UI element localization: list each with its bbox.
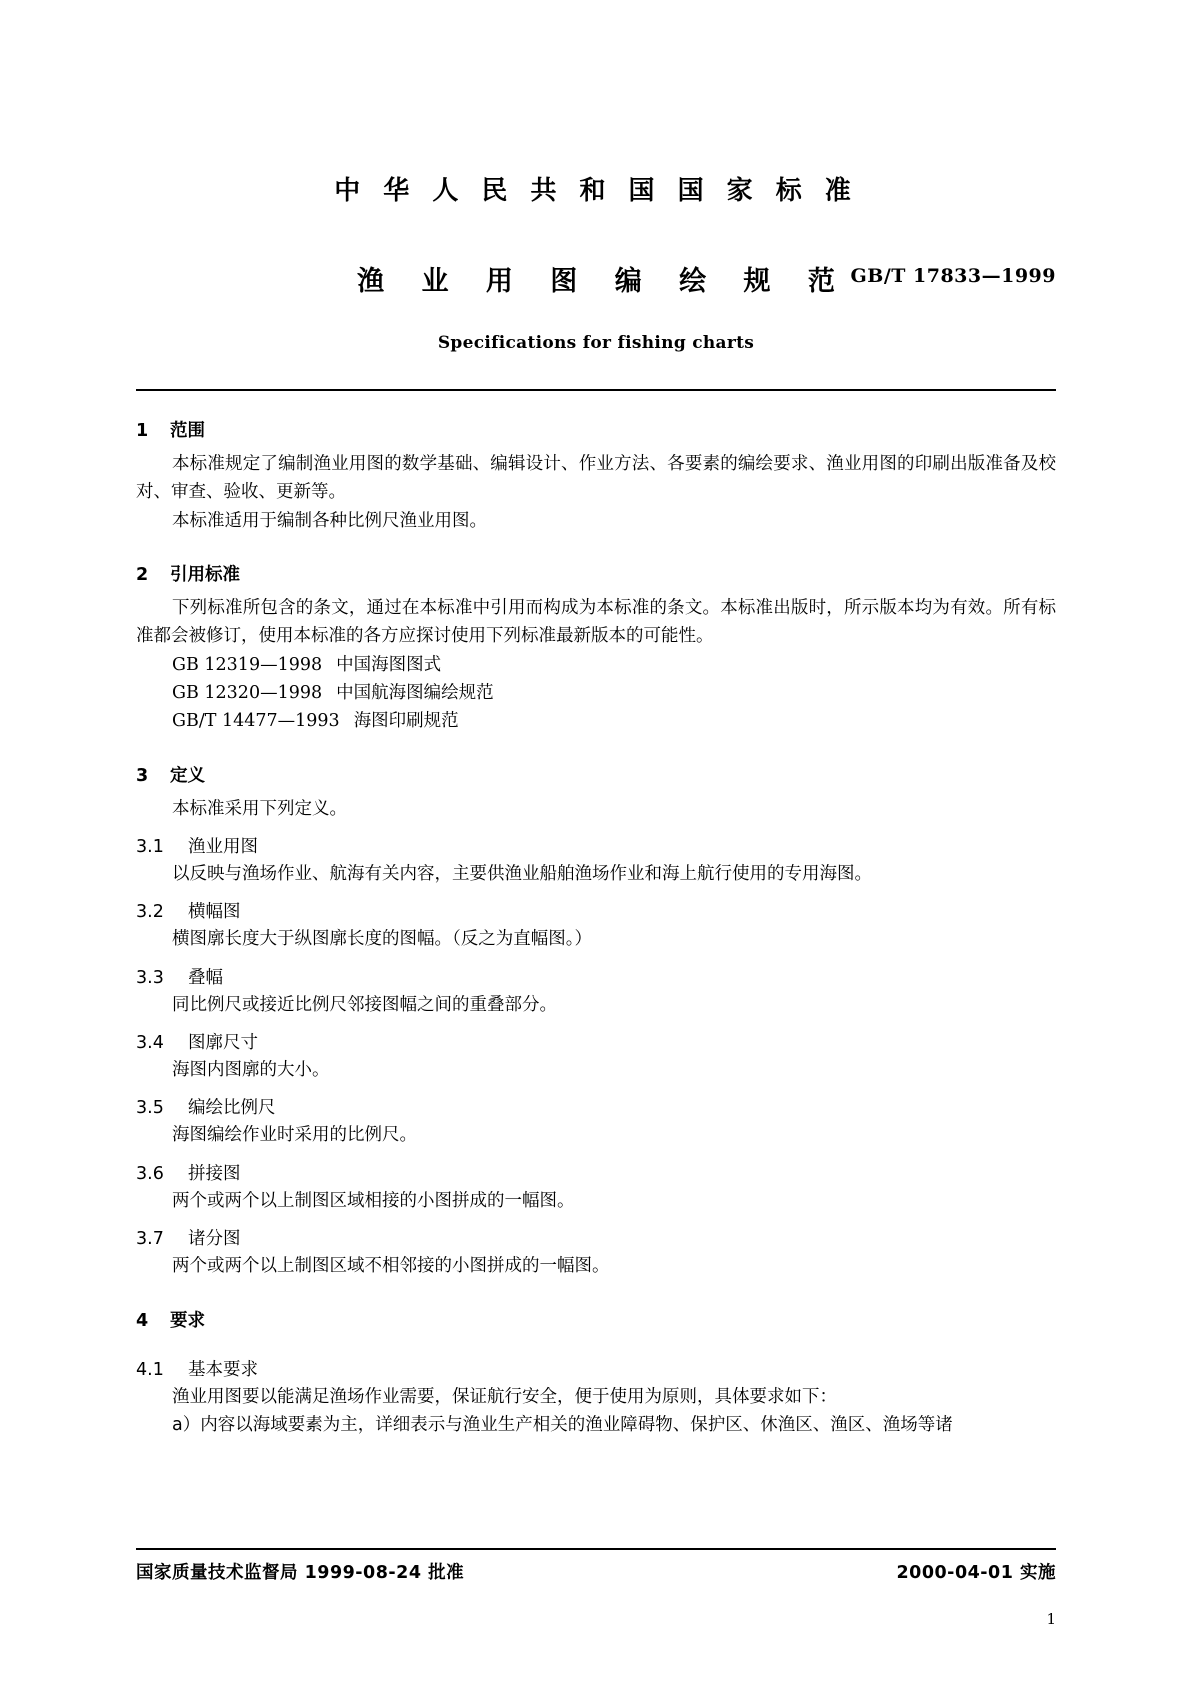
section-heading-2 bbox=[136, 561, 1056, 586]
section-number-4: 4 bbox=[136, 1310, 149, 1331]
section-number-1: 1 bbox=[136, 421, 149, 441]
reference-name: 中国海图图式 bbox=[336, 654, 442, 675]
section-title-1: 范围 bbox=[170, 421, 205, 441]
section-title-2: 引用标准 bbox=[170, 565, 240, 586]
subsection-title: 叠幅 bbox=[188, 967, 223, 988]
subsection-text-3-3: 同比例尺或接近比例尺邻接图幅之间的重叠部分。 bbox=[172, 994, 557, 1015]
reference-item bbox=[136, 707, 1056, 735]
subsection-text-3-4: 海图内图廓的大小。 bbox=[172, 1060, 330, 1081]
reference-name: 海图印刷规范 bbox=[353, 711, 459, 732]
reference-item bbox=[136, 679, 1056, 707]
subsection-heading-3-2 bbox=[136, 898, 1056, 923]
section-title-3: 定义 bbox=[170, 765, 205, 786]
subsection-title: 基本要求 bbox=[188, 1359, 258, 1380]
footer-implementation: 2000-04-01 实施 bbox=[896, 1563, 1056, 1583]
standard-number: GB/T 17833—1999 bbox=[850, 265, 1056, 287]
subsection-text-3-7: 两个或两个以上制图区域不相邻接的小图拼成的一幅图。 bbox=[172, 1256, 610, 1277]
section-4-list-item-a: a）内容以海域要素为主，详细表示与渔业生产相关的渔业障碍物、保护区、休渔区、渔区、渔场等诸 bbox=[172, 1414, 953, 1435]
subsection-title: 拼接图 bbox=[188, 1163, 241, 1184]
section-heading-4 bbox=[136, 1307, 1056, 1332]
page-footer bbox=[136, 1548, 1056, 1628]
subsection-title: 渔业用图 bbox=[188, 837, 258, 858]
subsection-text-3-6: 两个或两个以上制图区域相接的小图拼成的一幅图。 bbox=[172, 1190, 575, 1211]
section-1-paragraph-1: 本标准规定了编制渔业用图的数学基础、编辑设计、作业方法、各要素的编绘要求、渔业用图的印刷出版准备及校对、审查、验收、更新等。 bbox=[136, 454, 1056, 503]
section-heading-1 bbox=[136, 417, 1056, 442]
subsection-number: 4.1 bbox=[136, 1359, 164, 1380]
subsection-title: 诸分图 bbox=[188, 1229, 241, 1250]
section-2-paragraph-1: 下列标准所包含的条文，通过在本标准中引用而构成为本标准的条文。本标准出版时，所示版本均为有效。所有标准都会被修订，使用本标准的各方应探讨使用下列标准最新版本的可能性。 bbox=[136, 598, 1056, 647]
section-1-paragraph-2: 本标准适用于编制各种比例尺渔业用图。 bbox=[172, 510, 487, 531]
footer-divider bbox=[136, 1548, 1056, 1550]
subsection-heading-3-4 bbox=[136, 1029, 1056, 1054]
section-number-2: 2 bbox=[136, 565, 149, 586]
subsection-title: 图廓尺寸 bbox=[188, 1033, 258, 1054]
footer-row bbox=[136, 1559, 1056, 1584]
national-standard-heading: 中 华 人 民 共 和 国 国 家 标 准 bbox=[334, 176, 858, 206]
section-4-paragraph-1: 渔业用图要以能满足渔场作业需要，保证航行安全，便于使用为原则，具体要求如下： bbox=[172, 1386, 837, 1407]
footer-approval: 国家质量技术监督局 1999-08-24 批准 bbox=[136, 1563, 465, 1583]
subsection-number: 3.4 bbox=[136, 1033, 164, 1054]
subsection-title: 编绘比例尺 bbox=[188, 1098, 276, 1119]
section-heading-3 bbox=[136, 762, 1056, 787]
section-3-paragraph-1: 本标准采用下列定义。 bbox=[172, 798, 347, 819]
reference-code: GB/T 14477—1993 bbox=[172, 711, 340, 732]
subsection-text-3-1: 以反映与渔场作业、航海有关内容，主要供渔业船舶渔场作业和海上航行使用的专用海图。 bbox=[172, 864, 872, 885]
document-title-en: Specifications for fishing charts bbox=[437, 333, 755, 353]
reference-item bbox=[136, 651, 1056, 679]
subsection-heading-3-5 bbox=[136, 1094, 1056, 1119]
subsection-heading-3-6 bbox=[136, 1160, 1056, 1185]
subsection-heading-3-1 bbox=[136, 833, 1056, 858]
document-title-cn: 渔 业 用 图 编 绘 规 范 bbox=[357, 266, 849, 297]
subsection-number: 3.3 bbox=[136, 967, 164, 988]
spacer bbox=[136, 1340, 1056, 1346]
subsection-number: 3.1 bbox=[136, 837, 164, 858]
subsection-text-3-2: 横图廓长度大于纵图廓长度的图幅。（反之为直幅图。） bbox=[172, 929, 592, 950]
subsection-heading-3-7 bbox=[136, 1225, 1056, 1250]
subsection-number: 3.7 bbox=[136, 1229, 164, 1250]
header-divider bbox=[136, 389, 1056, 391]
title-row bbox=[136, 259, 1056, 299]
section-number-3: 3 bbox=[136, 765, 149, 786]
subsection-text-3-5: 海图编绘作业时采用的比例尺。 bbox=[172, 1125, 417, 1146]
reference-name: 中国航海图编绘规范 bbox=[336, 683, 494, 704]
subsection-title: 横幅图 bbox=[188, 902, 241, 923]
section-title-4: 要求 bbox=[170, 1310, 205, 1331]
subsection-number: 3.6 bbox=[136, 1163, 164, 1184]
subsection-heading-4-1 bbox=[136, 1356, 1056, 1381]
subsection-number: 3.5 bbox=[136, 1098, 164, 1119]
page-content bbox=[136, 0, 1056, 1439]
subsection-number: 3.2 bbox=[136, 902, 164, 923]
reference-code: GB 12320—1998 bbox=[172, 683, 323, 704]
page-number: 1 bbox=[1046, 1610, 1056, 1628]
reference-code: GB 12319—1998 bbox=[172, 654, 323, 675]
subsection-heading-3-3 bbox=[136, 964, 1056, 989]
